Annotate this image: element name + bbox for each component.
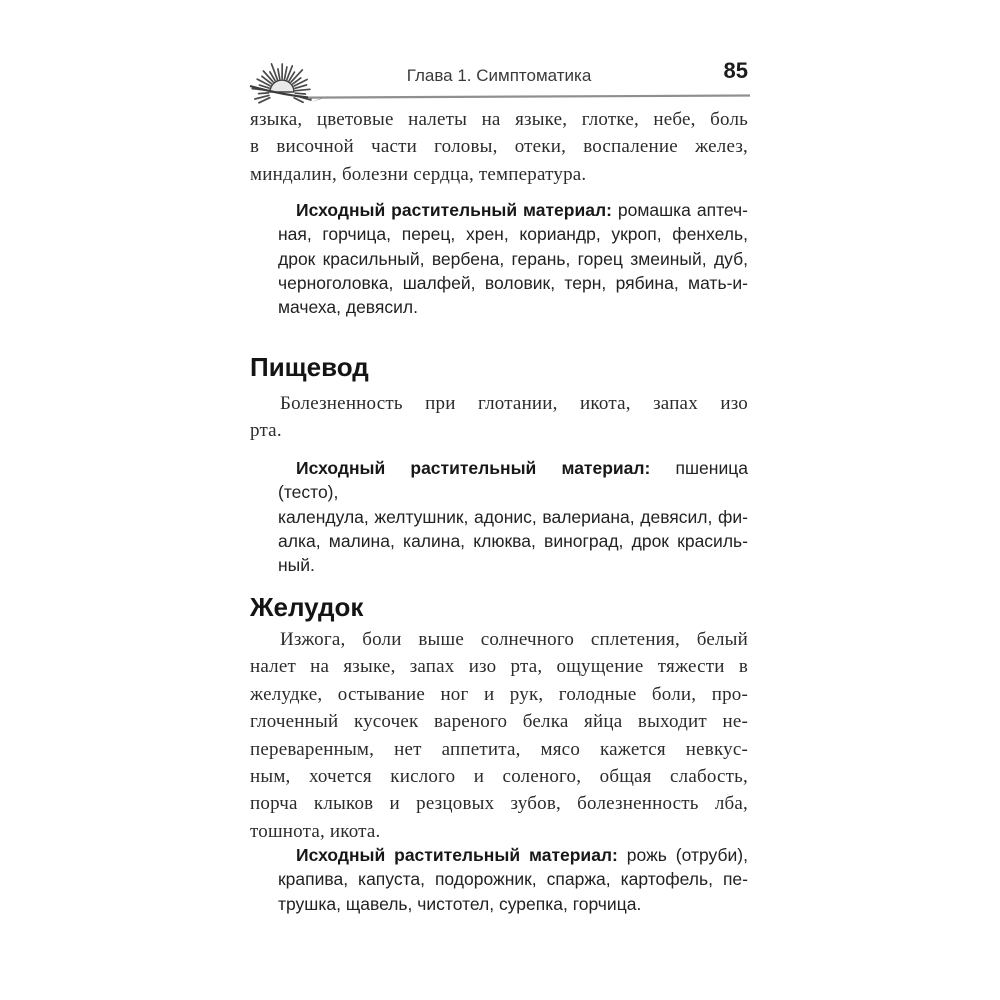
text-line: календула, желтушник, адонис, валериана, девясил, фи- [278, 506, 748, 527]
material-block-stomach [278, 843, 748, 916]
text-line [278, 198, 748, 222]
text-line: алка, малина, калина, клюква, виноград, дрок красиль- [278, 530, 748, 551]
text-line: трушка, щавель, чистотел, сурепка, горчица. [278, 893, 642, 914]
esophagus-paragraph [250, 390, 748, 445]
text-line: порча клыков и резцовых зубов, болезненность лба, [250, 793, 748, 815]
text-line: дрок красильный, вербена, герань, горец змеиный, дуб, [278, 248, 748, 269]
text-line: языка, цветовые налеты на языке, глотке, небе, боль [250, 109, 748, 130]
material-label: Исходный растительный материал: [296, 458, 651, 478]
section-heading-stomach: Желудок [250, 592, 364, 622]
section-heading-esophagus: Пищевод [250, 352, 369, 382]
material-text: ромашка аптеч- [617, 200, 748, 220]
header-rule [308, 96, 750, 98]
text-line: рта. [250, 420, 282, 442]
text-line: налет на языке, запах изо рта, ощущение тяжести в [250, 656, 748, 678]
text-line [278, 843, 748, 867]
text-line: мачеха, девясил. [278, 297, 418, 318]
page-number: 85 [723, 58, 748, 83]
text-line: желудке, остывание ног и рук, голодные боли, про- [250, 683, 748, 705]
intro-paragraph [250, 106, 748, 188]
text-line [278, 456, 748, 505]
material-block-esophagus [278, 456, 748, 577]
material-block-throat [278, 198, 748, 319]
text-line: Изжога, боли выше солнечного сплетения, белый [280, 629, 748, 650]
text-line: ная, горчица, перец, хрен, кориандр, укроп, фенхель, [278, 224, 748, 245]
material-text: рожь (отруби), [626, 845, 748, 865]
text-line: тошнота, икота. [250, 820, 381, 842]
text-line: черноголовка, шалфей, воловик, терн, рябина, мать-и- [278, 272, 748, 293]
text-line: ный. [278, 555, 315, 576]
stomach-paragraph [250, 626, 748, 845]
text-line: миндалин, болезни сердца, температура. [250, 163, 587, 185]
text-line: в височной части головы, отеки, воспаление желез, [250, 136, 748, 158]
text-line: глоченный кусочек вареного белка яйца выходит не- [250, 711, 748, 733]
text-line: ным, хочется кислого и соленого, общая слабость, [250, 766, 748, 788]
material-label: Исходный растительный материал: [296, 845, 618, 865]
text-line: крапива, капуста, подорожник, спаржа, картофель, пе- [278, 869, 748, 890]
running-head: Глава 1. Симптоматика [406, 66, 592, 85]
text-line: переваренным, нет аппетита, мясо кажется невкус- [250, 738, 748, 760]
material-label: Исходный растительный материал: [296, 200, 612, 220]
material-text: пшеница (тесто), [278, 458, 748, 503]
text-line: Болезненность при глотании, икота, запах изо [280, 393, 748, 414]
